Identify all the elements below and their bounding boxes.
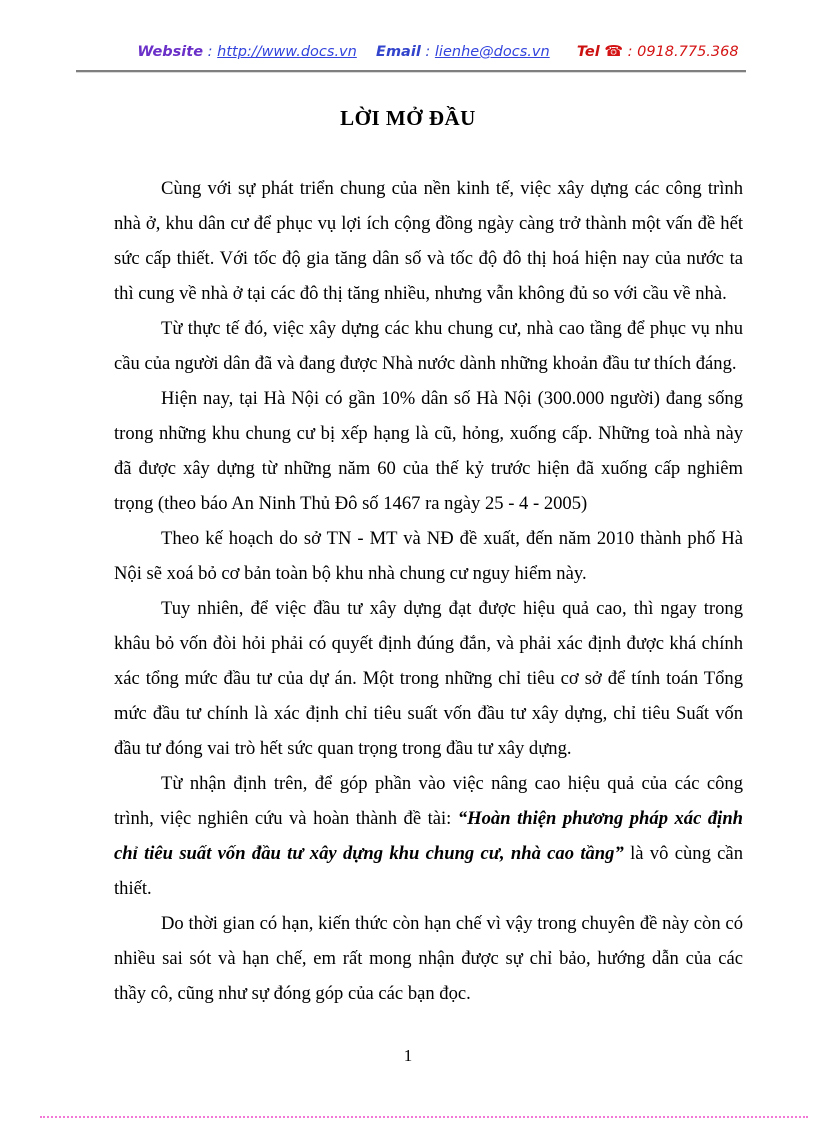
email-label: Email [376,44,421,60]
paragraph-investment: Tuy nhiên, để việc đầu tư xây dựng đạt được hiệu quả cao, thì ngay trong khâu bỏ vốn đòi hỏi phải có quyết định đúng đắn, và phải xác định được khá chính xác tổng mức đầu tư của dự án. Một trong những chỉ tiêu cơ sở để tính toán Tổng mức đầu tư chính là xác định chỉ tiêu suất vốn đầu tư xây dựng, chỉ tiêu Suất vốn đầu tư đóng vai trò hết sức quan trọng trong đầu tư xây dựng. [114,598,743,759]
paragraph-intro: Cùng với sự phát triển chung của nền kinh tế, việc xây dựng các công trình nhà ở, khu dân cư để phục vụ lợi ích cộng đồng ngày càng trở thành một vấn đề hết sức cấp thiết. Với tốc độ gia tăng dân số và tốc độ đô thị hoá hiện nay của nước ta thì cung về nhà ở tại các đô thị tăng nhiều, nhưng vẫn không đủ so với cầu về nhà. [114,178,743,304]
email-separator: : [425,44,431,60]
tel-label: Tel [576,44,600,60]
tel-number: 0918.775.368 [637,44,739,60]
page-title: LỜI MỞ ĐẦU [340,106,476,130]
page-number: 1 [403,1046,413,1065]
website-label: Website [137,44,204,60]
website-link[interactable]: http://www.docs.vn [217,44,357,60]
bottom-dotted-border [40,1116,808,1118]
paragraph-plan-2010: Theo kế hoạch do sở TN - MT và NĐ đề xuất, đến năm 2010 thành phố Hà Nội sẽ xoá bỏ cơ bản toàn bộ khu nhà chung cư nguy hiểm này. [114,528,743,584]
paragraph-hanoi-statistics: Hiện nay, tại Hà Nội có gần 10% dân số Hà Nội (300.000 người) đang sống trong những khu chung cư bị xếp hạng là cũ, hỏng, xuống cấp. Những toà nhà này đã được xây dựng từ những năm 60 của thế kỷ trước hiện đã xuống cấp nghiêm trọng (theo báo An Ninh Thủ Đô số 1467 ra ngày 25 - 4 - 2005) [114,388,743,514]
paragraph-thesis-topic [114,766,743,906]
tel-separator: : [627,44,633,60]
document-body [114,171,743,1011]
header-divider [76,70,746,73]
paragraph-reality: Từ thực tế đó, việc xây dựng các khu chung cư, nhà cao tầng để phục vụ nhu cầu của người dân đã và đang được Nhà nước dành những khoản đầu tư thích đáng. [114,318,743,374]
thesis-topic-tail: là vô cùng cần thiết. [114,843,743,899]
telephone-icon: ☎ [604,42,624,60]
website-separator: : [207,44,213,60]
paragraph-closing: Do thời gian có hạn, kiến thức còn hạn chế vì vậy trong chuyên đề này còn có nhiều sai sót và hạn chế, em rất mong nhận được sự chỉ bảo, hướng dẫn của các thầy cô, cũng như sự đóng góp của các bạn đọc. [114,913,743,1004]
thesis-topic-lead: Từ nhận định trên, để góp phần vào việc nâng cao hiệu quả của các công trình, việc nghiên cứu và hoàn thành đề tài: [114,773,743,829]
page-header [90,42,786,60]
email-link[interactable]: lienhe@docs.vn [434,44,550,60]
thesis-topic-title: “Hoàn thiện phương pháp xác định chỉ tiêu suất vốn đầu tư xây dựng khu chung cư, nhà cao tầng” [114,808,744,864]
